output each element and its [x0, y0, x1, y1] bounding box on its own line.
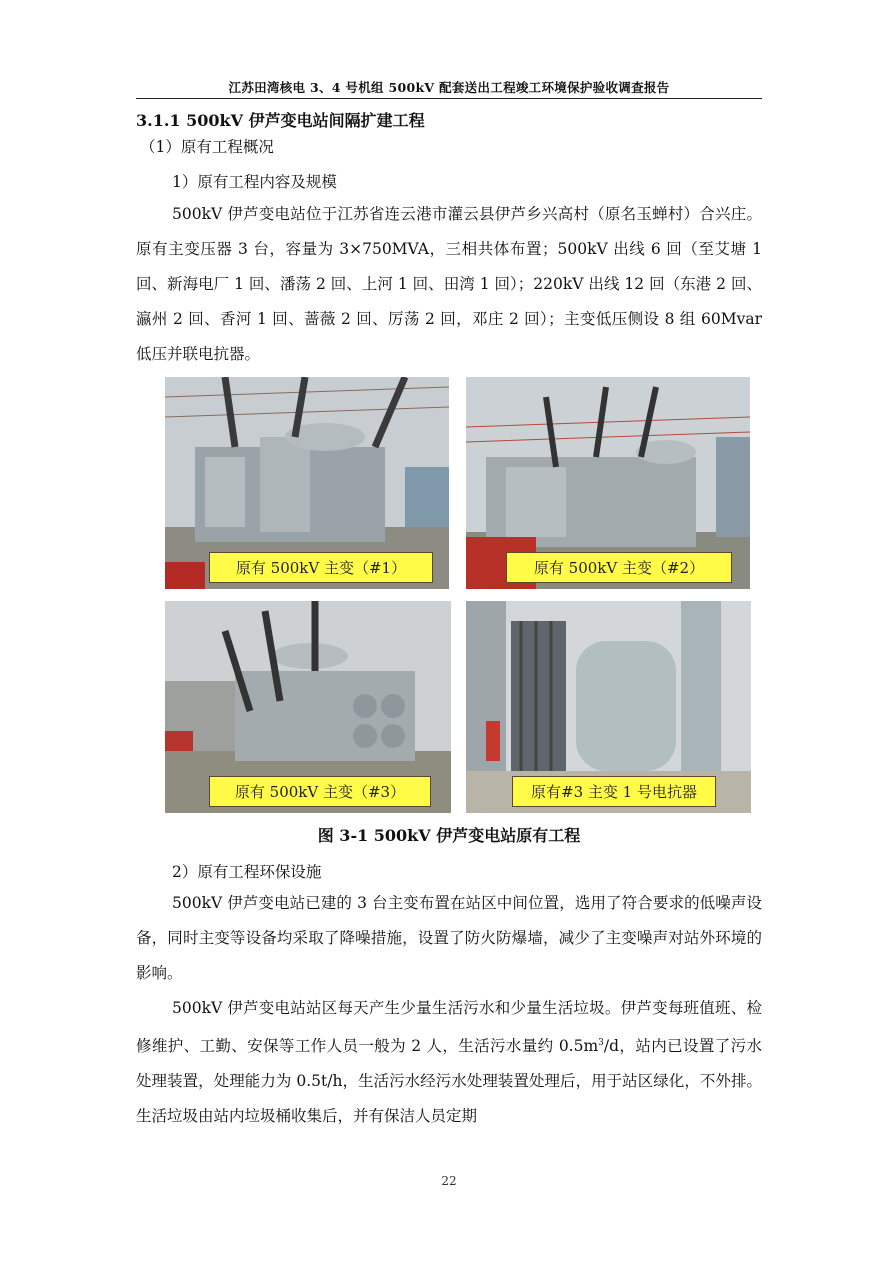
transformer-3-photo: [165, 601, 451, 813]
transformer-1-photo: [165, 377, 449, 589]
overview-paragraph: 500kV 伊芦变电站位于江苏省连云港市灌云县伊芦乡兴高村（原名玉蝉村）合兴庄。原有主变压器 3 台，容量为 3×750MVA，三相共体布置；500kV 出线 6 回（至艾塘 1 回、新海电厂 1 回、潘荡 2 回、上河 1 回、田湾 1 回）；220kV 出线 12 回（东港 2 回、瀛州 2 回、香河 1 回、蔷薇 2 回、厉荡 2 回，邓庄 2 回）；主变低压侧设 8 组 60Mvar 低压并联电抗器。: [136, 205, 762, 363]
page-number: 22: [441, 1174, 457, 1188]
header-rule: [136, 98, 762, 99]
photo-caption: 原有 500kV 主变（#3）: [209, 776, 431, 807]
photo-caption: 原有 500kV 主变（#2）: [506, 552, 732, 583]
section-title: 3.1.1 500kV 伊芦变电站间隔扩建工程: [136, 111, 425, 130]
reactor-photo: [466, 601, 751, 813]
figure-caption: 图 3-1 500kV 伊芦变电站原有工程: [317, 826, 581, 845]
document-header: 江苏田湾核电 3、4 号机组 500kV 配套送出工程竣工环境保护验收调查报告: [228, 80, 670, 95]
sewage-superscript: 3: [598, 1038, 604, 1048]
photo-caption: 原有 500kV 主变（#1）: [209, 552, 433, 583]
transformer-2-photo: [466, 377, 750, 589]
subsection-heading: （1）原有工程概况: [140, 138, 274, 156]
subsubsection-heading: 1）原有工程内容及规模: [172, 173, 337, 191]
photo-caption: 原有#3 主变 1 号电抗器: [512, 776, 716, 807]
env-facilities-paragraph: 500kV 伊芦变电站已建的 3 台主变布置在站区中间位置，选用了符合要求的低噪声设备，同时主变等设备均采取了降噪措施，设置了防火防爆墙，减少了主变噪声对站外环境的影响。: [136, 894, 762, 982]
sewage-paragraph: [136, 991, 762, 1134]
sewage-text-b: /d，站内已设置了污水处理装置，处理能力为 0.5t/h，生活污水经污水处理装置处理后，用于站区绿化，不外排。生活垃圾由站内垃圾桶收集后，并有保洁人员定期: [136, 1037, 762, 1126]
sewage-text-a: 500kV 伊芦变电站站区每天产生少量生活污水和少量生活垃圾。伊芦变每班值班、检修维护、工勤、安保等工作人员一般为 2 人，生活污水量约 0.5m: [136, 999, 762, 1056]
subsubsection-heading: 2）原有工程环保设施: [172, 863, 322, 881]
